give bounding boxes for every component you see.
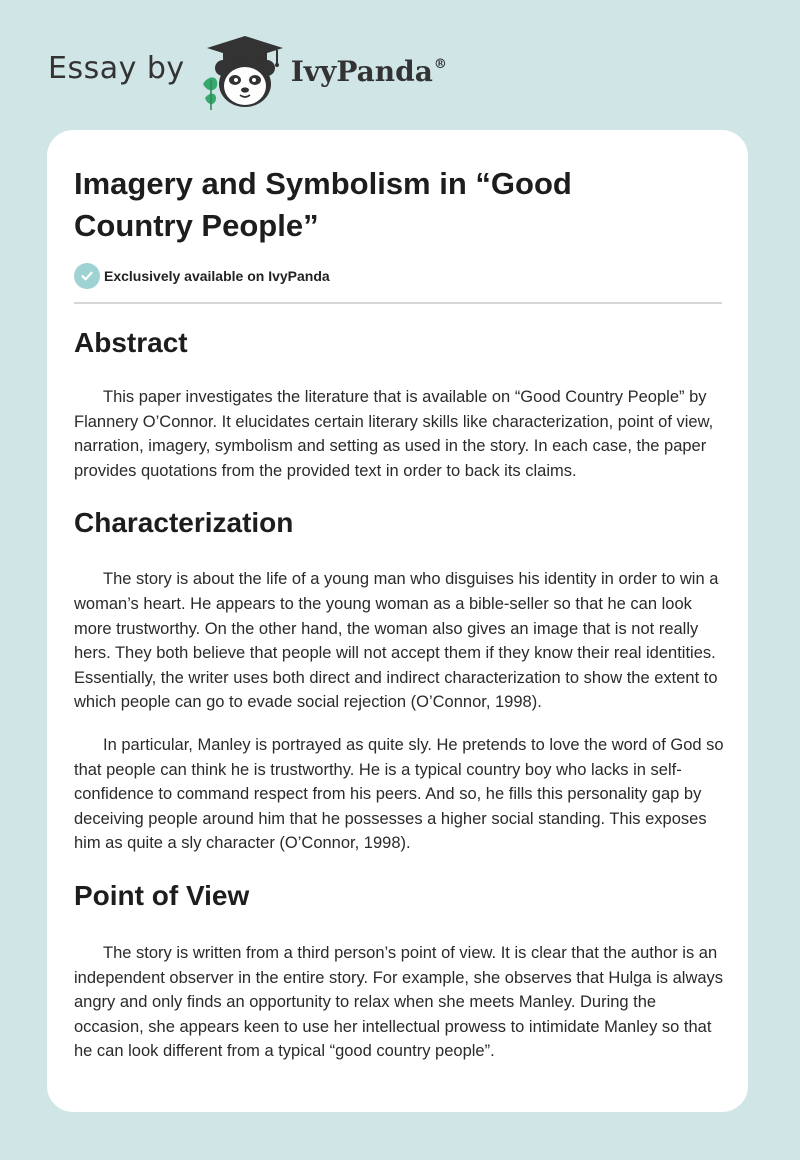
essay-by-label: Essay by <box>48 50 185 86</box>
registered-mark: ® <box>433 56 447 72</box>
section-heading-abstract: Abstract <box>74 327 188 358</box>
article-body <box>74 326 724 1064</box>
characterization-paragraph-1: The story is about the life of a young man who disguises his identity in order to win a woman’s heart. He appears to the young woman as a bible-seller so that he can look more trustworthy. On the other hand, the woman also gives an image that is not really hers. They both believe that people will not accept them if they know their real identities. Essentially, the writer uses both direct and indirect characterization to show the extent to which people can go to evade social rejection (O’Connor, 1998). <box>74 570 719 712</box>
section-heading-point-of-view: Point of View <box>74 879 250 911</box>
checkmark-icon <box>74 263 100 289</box>
brand-name[interactable]: IvyPanda® <box>290 54 447 88</box>
exclusive-badge-label: Exclusively available on IvyPanda <box>104 268 330 284</box>
ivypanda-logo-icon[interactable] <box>197 34 287 110</box>
page-title: Imagery and Symbolism in “Good Country People” <box>74 166 572 243</box>
characterization-paragraph-2: In particular, Manley is portrayed as quite sly. He pretends to love the word of God so that people can think he is trustworthy. He is a typical country boy who lacks in self-confidence to command respect from his peers. And so, he fills this personality gap by deceiving people around him that he possesses a higher social standing. This exposes him as quite a sly character (O’Connor, 1998). <box>74 735 724 853</box>
article-card <box>47 130 748 1112</box>
title-divider <box>74 302 722 304</box>
point-of-view-paragraph: The story is written from a third person’s point of view. It is clear that the author is an independent observer in the entire story. For example, she observes that Hulga is always angry and only finds an opportunity to relax when she meets Manley. During the occasion, she appears keen to use her intellectual prowess to intimidate Manley so that he can look different from a typical “good country people”. <box>74 943 724 1061</box>
section-heading-characterization: Characterization <box>74 507 294 539</box>
abstract-paragraph: This paper investigates the literature that is available on “Good Country People” by Flannery O’Connor. It elucidates certain literary skills like characterization, point of view, narration, imagery, symbolism and setting as used in the story. In each case, the paper provides quotations from the provided text in order to back its claims. <box>74 388 714 480</box>
site-header <box>48 34 447 110</box>
exclusive-badge <box>74 263 330 289</box>
